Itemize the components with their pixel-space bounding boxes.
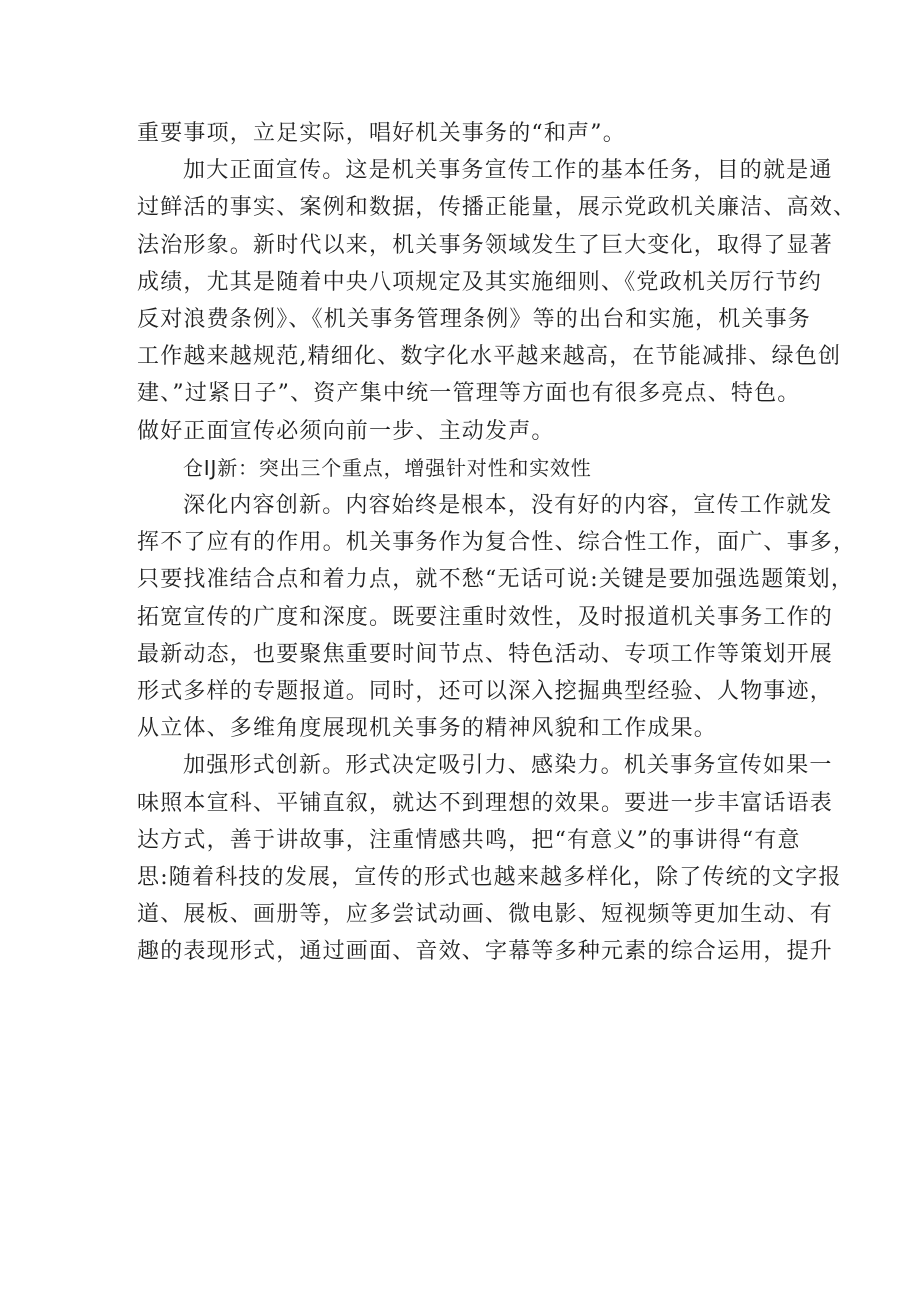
text-line: 加强形式创新。形式决定吸引力、感染力。机关事务宣传如果一 xyxy=(183,753,833,779)
paragraph xyxy=(137,152,857,450)
text-line: 味照本宣科、平铺直叙，就达不到理想的效果。要进一步丰富话语表 xyxy=(137,790,834,816)
text-line: 趣的表现形式，通过画面、音效、字幕等多种元素的综合运用，提升 xyxy=(137,939,834,965)
paragraph xyxy=(137,487,857,747)
text-line: 法治形象。新时代以来，机关事务领域发生了巨大变化，取得了显著 xyxy=(137,232,834,258)
text-line: 形式多样的专题报道。同时，还可以深入挖掘典型经验、人物事迹， xyxy=(137,679,834,705)
text-line: 挥不了应有的作用。机关事务作为复合性、综合性工作，面广、事多， xyxy=(137,530,857,556)
text-line: 道、展板、画册等，应多尝试动画、微电影、短视频等更加生动、有 xyxy=(137,902,834,928)
paragraph xyxy=(137,115,797,152)
text-line: 从立体、多维角度展现机关事务的精神风貌和工作成果。 xyxy=(137,716,718,742)
text-line: 仓IJ新：突出三个重点，增强针对性和实效性 xyxy=(183,455,592,480)
text-line: 只要找准结合点和着力点，就不愁“无话可说:关键是要加强选题策划， xyxy=(137,567,855,593)
text-line: 成绩，尤其是随着中央八项规定及其实施细则、《党政机关厉行节约 xyxy=(137,269,823,295)
text-line: 工作越来越规范,精细化、数字化水平越来越高，在节能减排、绿色创 xyxy=(137,344,842,370)
text-line: 拓宽宣传的广度和深度。既要注重时效性，及时报道机关事务工作的 xyxy=(137,604,834,630)
section-heading xyxy=(137,450,797,487)
text-line: 建、”过紧日子”、资产集中统一管理等方面也有很多亮点、特色。 xyxy=(137,381,801,407)
document-body xyxy=(137,115,857,971)
text-line: 思:随着科技的发展，宣传的形式也越来越多样化，除了传统的文字报 xyxy=(137,865,842,891)
text-line: 加大正面宣传。这是机关事务宣传工作的基本任务，目的就是通 xyxy=(183,158,833,184)
text-line: 深化内容创新。内容始终是根本，没有好的内容，宣传工作就发 xyxy=(183,493,833,519)
paragraph xyxy=(137,747,842,970)
text-line: 过鲜活的事实、案例和数据，传播正能量，展示党政机关廉洁、高效、 xyxy=(137,195,857,221)
text-line: 做好正面宣传必须向前一步、主动发声。 xyxy=(137,418,555,444)
text-line: 反对浪费条例》、《机关事务管理条例》等的出台和实施，机关事务 xyxy=(137,307,812,333)
text-line: 达方式，善于讲故事，注重情感共鸣，把“有意义”的事讲得“有意 xyxy=(137,827,801,853)
text-line: 重要事项，立足实际，唱好机关事务的“和声”。 xyxy=(137,121,626,146)
text-line: 最新动态，也要聚焦重要时间节点、特色活动、专项工作等策划开展 xyxy=(137,641,834,667)
